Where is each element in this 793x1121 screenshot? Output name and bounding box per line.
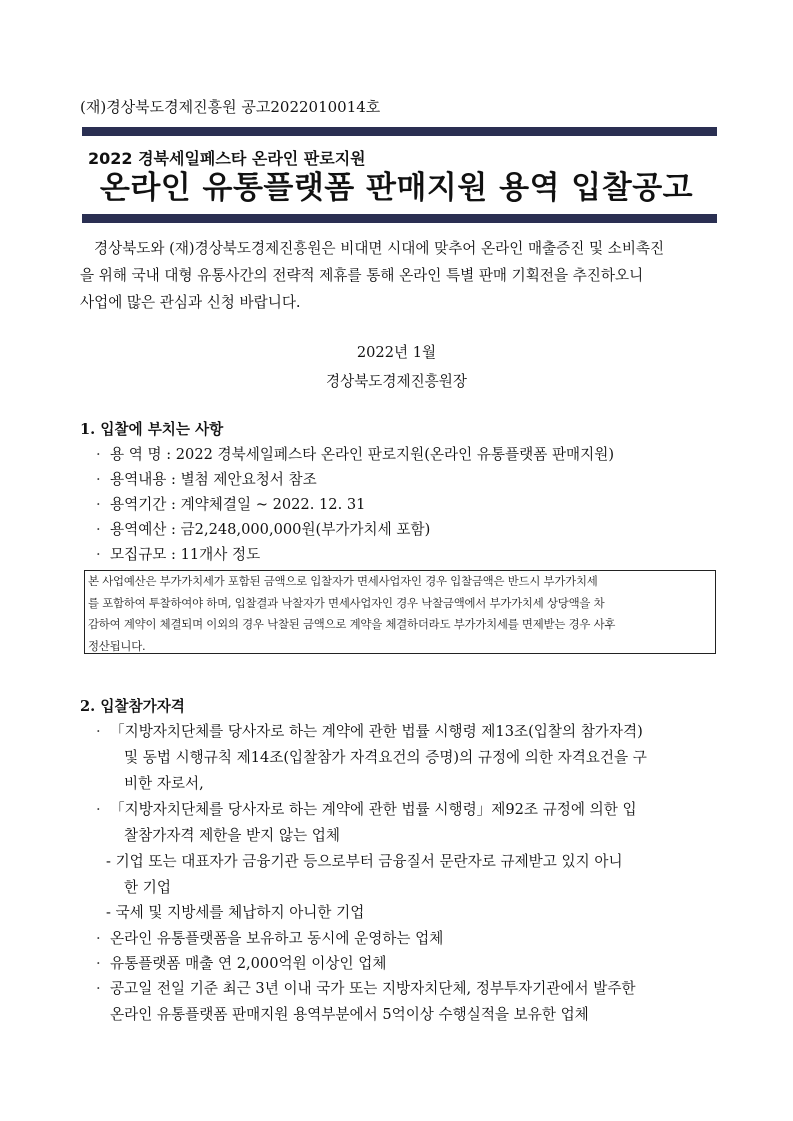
bullet: · — [96, 496, 101, 513]
list-item — [96, 493, 365, 514]
intro-line: 사업에 많은 관심과 신청 바랍니다. — [80, 294, 301, 311]
item-continuation: 비한 자로서, — [124, 775, 204, 792]
item-text: 「지방자치단체를 당사자로 하는 계약에 관한 법률 시행령 제13조(입찰의 참가자격) — [110, 723, 643, 740]
page-title: 온라인 유통플랫폼 판매지원 용역 입찰공고 — [99, 170, 694, 206]
title-top-bar — [82, 127, 717, 136]
notice-number: (재)경상북도경제진흥원 공고2022010014호 — [80, 98, 381, 116]
note-line: 본 사업예산은 부가가치세가 포함된 금액으로 입찰자가 면세사업자인 경우 입찰금액은 반드시 부가가치세 — [88, 574, 598, 588]
item-continuation: 찰참가자격 제한을 받지 않는 업체 — [124, 827, 340, 844]
issuer-name: 경상북도경제진흥원장 — [326, 373, 467, 390]
intro-line: 을 위해 국내 대형 유통사간의 전략적 제휴를 통해 온라인 특별 판매 기획전을 추진하오니 — [80, 267, 644, 284]
bullet: · — [96, 723, 101, 740]
note-line: 정산됩니다. — [88, 638, 146, 653]
subtitle: 2022 경북세일페스타 온라인 판로지원 — [88, 149, 366, 168]
list-item — [96, 518, 430, 539]
note-line: 감하여 계약이 체결되며 이외의 경우 낙찰된 금액으로 계약을 체결하더라도 부가가치세를 면제받는 경우 사후 — [88, 617, 616, 631]
item-text: 용역내용 : 별첨 제안요청서 참조 — [110, 471, 317, 488]
bullet: · — [96, 546, 101, 563]
bullet: · — [96, 471, 101, 488]
item-continuation: 및 동법 시행규칙 제14조(입찰참가 자격요건의 증명)의 규정에 의한 자격요건을 구 — [124, 749, 647, 766]
budget-note-box — [84, 570, 716, 654]
intro-paragraph — [80, 235, 713, 316]
item-text: 용역예산 : 금2,248,000,000원(부가가치세 포함) — [110, 521, 431, 538]
bullet: · — [96, 446, 101, 463]
bullet: · — [96, 955, 101, 972]
list-item — [96, 927, 443, 948]
item-text: 온라인 유통플랫폼을 보유하고 동시에 운영하는 업체 — [110, 930, 444, 947]
notice-date: 2022년 1월 — [356, 344, 437, 361]
list-item — [96, 720, 643, 741]
list-item — [96, 798, 637, 819]
section-1-heading: 1. 입찰에 부치는 사항 — [80, 421, 224, 438]
list-item — [96, 543, 260, 564]
list-item — [96, 952, 386, 973]
item-text: 용 역 명 : 2022 경북세일페스타 온라인 판로지원(온라인 유통플랫폼 판매지원) — [110, 446, 615, 463]
intro-line: 경상북도와 (재)경상북도경제진흥원은 비대면 시대에 맞추어 온라인 매출증진 및 소비촉진 — [94, 240, 665, 257]
section-2-heading: 2. 입찰참가자격 — [80, 698, 185, 715]
list-item — [96, 443, 614, 464]
item-text: 공고일 전일 기준 최근 3년 이내 국가 또는 지방자치단체, 정부투자기관에서 발주한 — [110, 980, 636, 997]
bullet: · — [96, 930, 101, 947]
title-bottom-bar — [82, 214, 717, 223]
sub-item: - 기업 또는 대표자가 금융기관 등으로부터 금융질서 문란자로 규제받고 있지 아니 — [106, 853, 623, 870]
bullet: · — [96, 801, 101, 818]
note-line: 를 포함하여 투찰하여야 하며, 입찰결과 낙찰자가 면세사업자인 경우 낙찰금액에서 부가가치세 상당액을 차 — [88, 595, 605, 610]
item-text: 「지방자치단체를 당사자로 하는 계약에 관한 법률 시행령」제92조 규정에 의한 입 — [110, 801, 637, 818]
item-text: 유통플랫폼 매출 연 2,000억원 이상인 업체 — [110, 955, 387, 972]
bullet: · — [96, 980, 101, 997]
item-text: 모집규모 : 11개사 정도 — [110, 546, 261, 563]
sub-item-continuation: 한 기업 — [124, 879, 171, 896]
item-text: 용역기간 : 계약체결일 ~ 2022. 12. 31 — [110, 496, 366, 513]
item-continuation: 온라인 유통플랫폼 판매지원 용역부분에서 5억이상 수행실적을 보유한 업체 — [110, 1006, 589, 1023]
list-item — [96, 468, 317, 489]
sub-item: - 국세 및 지방세를 체납하지 아니한 기업 — [106, 904, 365, 921]
bullet: · — [96, 521, 101, 538]
list-item — [96, 977, 636, 998]
